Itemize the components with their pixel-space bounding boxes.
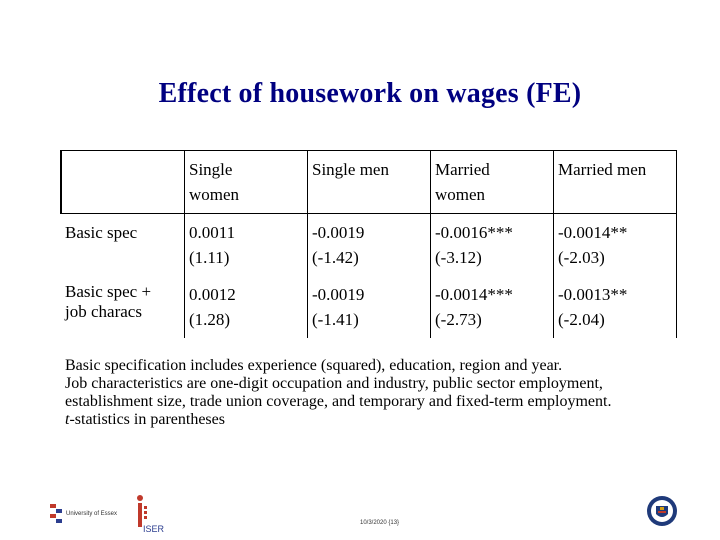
column-header-single-men: Single men (308, 151, 431, 214)
note-basic-spec: Basic specification includes experience (squared), education, region and year. (65, 357, 563, 374)
header-corner-cell (61, 151, 185, 214)
cell-basic-married-women (431, 214, 554, 277)
note-tstat: t-statistics in parentheses (65, 411, 225, 428)
cell-job-married-men (554, 276, 677, 338)
tstat-value: (1.11) (189, 248, 230, 267)
row-label-basic-spec-job: Basic spec + job characs (61, 276, 185, 338)
table-row-basic-spec-job (61, 276, 677, 338)
table-row-basic-spec (61, 214, 677, 277)
coef-value: -0.0013** (558, 285, 628, 304)
cell-basic-married-men (554, 214, 677, 277)
crest-icon (646, 494, 678, 530)
cell-job-single-women (185, 276, 308, 338)
note-job-characteristics: Job characteristics are one-digit occupation and industry, public sector employment, establishment size, trade union coverage, and temporary and fixed-term employment. (65, 375, 612, 410)
cell-job-married-women (431, 276, 554, 338)
essex-logo-text: University of Essex (66, 511, 118, 517)
cell-job-single-men (308, 276, 431, 338)
column-header-married-men: Married men (554, 151, 677, 214)
column-header-single-women: Single women (185, 151, 308, 214)
results-table (60, 150, 677, 338)
column-header-married-women: Married women (431, 151, 554, 214)
coef-value: -0.0019 (312, 223, 365, 242)
essex-mark-icon (50, 504, 62, 524)
table-header-row (61, 151, 677, 214)
tstat-value: (-3.12) (435, 248, 482, 267)
cell-basic-single-men (308, 214, 431, 277)
tstat-value: (-1.41) (312, 310, 359, 329)
coef-value: -0.0016*** (435, 223, 513, 242)
tstat-value: (-2.04) (558, 310, 605, 329)
tstat-value: (-1.42) (312, 248, 359, 267)
coef-value: -0.0014*** (435, 285, 513, 304)
coef-value: 0.0011 (189, 223, 236, 242)
coef-value: -0.0019 (312, 285, 365, 304)
university-of-essex-logo (50, 504, 117, 524)
coef-value: 0.0012 (189, 285, 236, 304)
coef-value: -0.0014** (558, 223, 628, 242)
slide-date: 10/3/2020 {13} (360, 520, 400, 526)
slide-title: Effect of housework on wages (FE) (158, 78, 582, 109)
tstat-value: (-2.73) (435, 310, 482, 329)
slide-footer (0, 490, 720, 540)
iser-logo-text: ISER (143, 524, 165, 534)
cell-basic-single-women (185, 214, 308, 277)
tstat-value: (-2.03) (558, 248, 605, 267)
table-notes (65, 357, 665, 429)
row-label-basic-spec: Basic spec (61, 214, 185, 277)
tstat-value: (1.28) (189, 310, 231, 329)
iser-logo (134, 494, 168, 534)
